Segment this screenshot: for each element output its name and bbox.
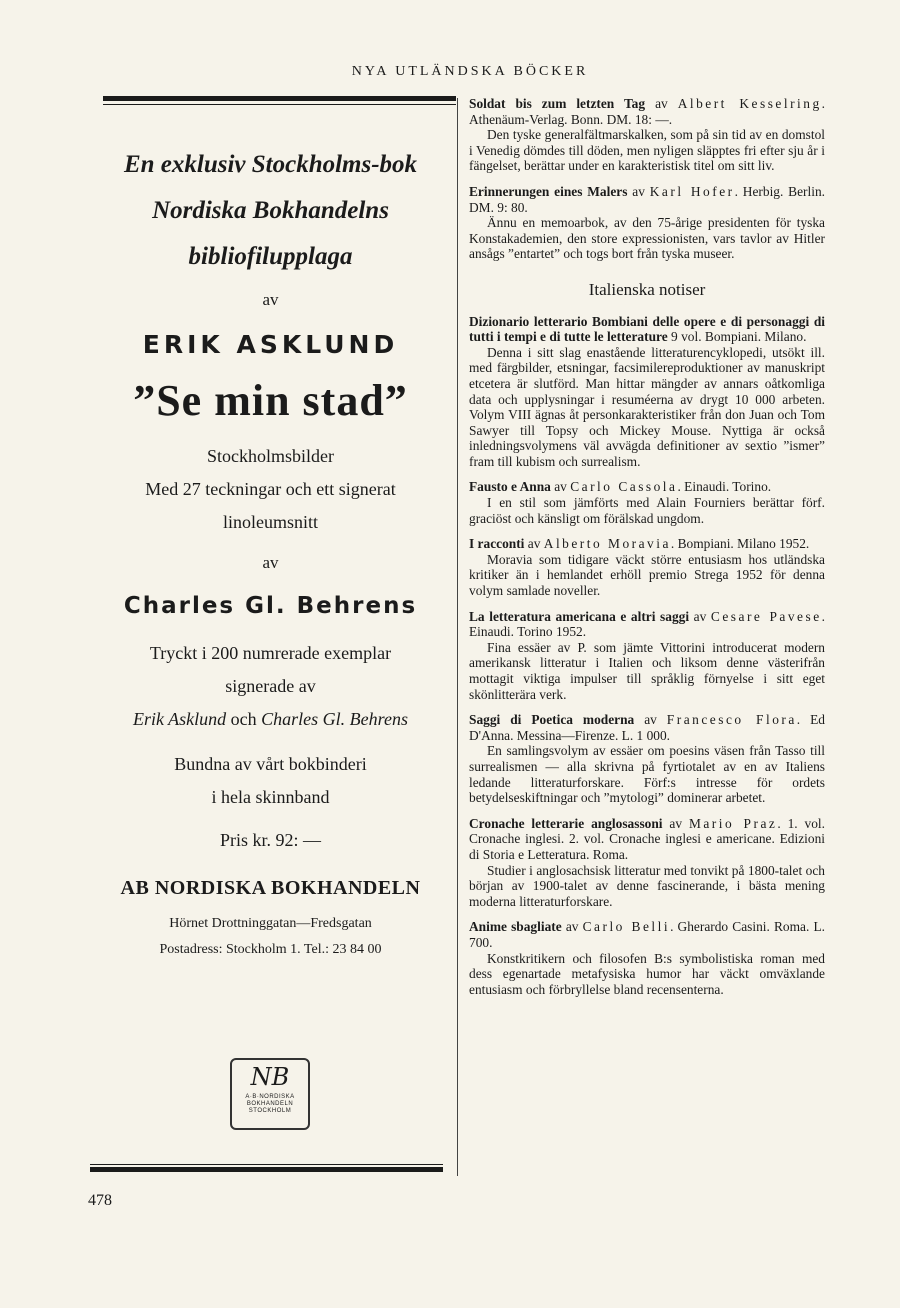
ad-address-2: Postadress: Stockholm 1. Tel.: 23 84 00 bbox=[159, 942, 382, 957]
ad-subtitle: Stockholmsbilder bbox=[207, 446, 334, 466]
entry-description: Ännu en memoarbok, av den 75-årige presidenten för tyska Konstakademien, den store expressionisten, vars tavlor av Hitler ansågs ”entartet” och togs bort från tyska museer. bbox=[469, 215, 825, 262]
entry-title: Soldat bis zum letzten Tag bbox=[469, 96, 646, 111]
entry-author: Albert Kesselring bbox=[677, 96, 822, 111]
bottom-rule-thin bbox=[90, 1164, 443, 1165]
publisher-logo bbox=[230, 1058, 310, 1130]
entry-publication: . Ed D'Anna. Messina—Firenze. L. 1 000. bbox=[469, 712, 825, 743]
book-entry bbox=[469, 712, 825, 806]
book-entry bbox=[469, 479, 825, 526]
entry-publication: . Athenäum-Verlag. Bonn. DM. 18: —. bbox=[469, 96, 826, 127]
entry-av: av bbox=[655, 96, 668, 111]
entry-author: Mario Praz bbox=[688, 815, 778, 831]
entry-heading bbox=[469, 479, 825, 495]
entry-description: En samlingsvolym av essäer om poesins väsen från Tasso till surrealismen — alla skrivna på fyrtiotalet av en av Italiens ledande litteraturforskare. Förf:s intresse för ordets betydelseskiftningar och ”mytologi” dominerar arbetet. bbox=[469, 743, 825, 806]
entry-author: Karl Hofer bbox=[649, 183, 735, 199]
entry-publication: . Einaudi. Torino 1952. bbox=[469, 608, 825, 640]
entry-heading bbox=[469, 919, 825, 950]
entry-title: Dizionario letterario Bombiani delle opere e di personaggi di tutti i tempi e di tutte le letterature bbox=[469, 313, 825, 345]
entry-title: Fausto e Anna bbox=[469, 479, 551, 495]
ad-publisher-line: Nordiska Bokhandelns bbox=[152, 197, 389, 224]
entry-title: I racconti bbox=[469, 536, 525, 552]
entry-publication: . 1. vol. Cronache inglesi. 2. vol. Cronache inglesi e americane. Edizioni di Storia e Letteratura. Roma. bbox=[469, 815, 825, 862]
ad-illustrator: Charles Gl. Behrens bbox=[123, 593, 418, 619]
ad-edition-line: bibliofilupplaga bbox=[188, 243, 353, 270]
entry-av: av bbox=[693, 608, 707, 624]
entry-publication: . Herbig. Berlin. DM. 9: 80. bbox=[469, 183, 825, 215]
entry-title: Cronache letterarie anglosassoni bbox=[469, 815, 663, 831]
ad-firm-name: AB NORDISKA BOKHANDELN bbox=[120, 877, 421, 899]
top-rule-thin bbox=[103, 104, 456, 105]
entry-title: Erinnerungen eines Malers bbox=[469, 183, 628, 199]
book-entry bbox=[469, 96, 825, 174]
entry-title: La letteratura americana e altri saggi bbox=[469, 608, 690, 624]
entry-av: av bbox=[669, 815, 683, 831]
book-entry bbox=[469, 919, 825, 997]
entry-publication: . Einaudi. Torino. bbox=[677, 479, 772, 495]
entry-description: I en stil som jämförts med Alain Fourniers berättar förf. graciöst och känsligt om förälskad ungdom. bbox=[469, 495, 825, 526]
running-head: NYA UTLÄNDSKA BÖCKER bbox=[351, 64, 589, 79]
ad-signatory-2: Charles Gl. Behrens bbox=[261, 709, 408, 729]
ad-headline: En exklusiv Stockholms-bok bbox=[123, 151, 418, 178]
entry-av: av bbox=[632, 183, 645, 199]
logo-text-2: BOKHANDELN bbox=[246, 1101, 294, 1107]
ad-binding-2: i hela skinnband bbox=[211, 787, 330, 807]
ad-description-2: linoleumsnitt bbox=[222, 512, 318, 532]
ad-price: Pris kr. 92: — bbox=[219, 830, 321, 850]
entry-author: Alberto Moravia bbox=[543, 536, 671, 552]
book-advertisement bbox=[88, 108, 453, 958]
ad-signatories bbox=[88, 709, 453, 730]
book-entry bbox=[469, 184, 825, 262]
entry-title: Saggi di Poetica moderna bbox=[469, 712, 635, 728]
column-divider bbox=[457, 98, 458, 1176]
ad-signed-by: signerade av bbox=[225, 676, 316, 696]
entry-description: Moravia som tidigare väckt större entusiasm hos utländska kritiker än i hemlandet erhöll premio Strega 1952 för denna volym samlade noveller. bbox=[469, 551, 825, 599]
ad-signatory-1: Erik Asklund bbox=[133, 709, 227, 729]
entry-description: Den tyske generalfältmarskalken, som på sin tid av en domstol i Venedig dömdes till döden, men nyligen släpptes fri efter sju år i fängelset, berättar under en karakteristisk titel om sitt liv. bbox=[469, 127, 825, 174]
entry-heading bbox=[469, 184, 825, 215]
bottom-rule-thick bbox=[90, 1167, 443, 1172]
book-notices-column bbox=[469, 96, 825, 1007]
entry-description: Studier i anglosachsisk litteratur med tonvikt på 1800-talet och början av 1900-talet av denne fascinerande, i bästa mening moderna litteraturforskare. bbox=[469, 862, 825, 909]
logo-monogram: NB bbox=[250, 1063, 290, 1091]
ad-description-1: Med 27 teckningar och ett signerat bbox=[145, 479, 396, 499]
entry-heading bbox=[469, 609, 825, 640]
entry-publication: . Gherardo Casini. Roma. L. 700. bbox=[469, 919, 825, 950]
entry-av: av bbox=[527, 536, 541, 552]
entry-description: Konstkritikern och filosofen B:s symbolistiska roman med dess egenartade metafysiska humor har väckt omväxlande entusiasm och förbryllelse bland recensenterna. bbox=[469, 950, 825, 997]
entry-author: Cesare Pavese bbox=[710, 608, 822, 624]
entry-publication: . Bompiani. Milano 1952. bbox=[670, 536, 810, 552]
page-number: 478 bbox=[88, 1192, 112, 1209]
ad-signatory-and: och bbox=[230, 709, 257, 729]
ad-by-2: av bbox=[262, 553, 279, 572]
book-entry bbox=[469, 816, 825, 910]
book-entry bbox=[469, 609, 825, 703]
ad-print-run: Tryckt i 200 numrerade exemplar bbox=[149, 643, 392, 663]
top-rule-thick bbox=[103, 96, 456, 101]
german-notices bbox=[469, 96, 825, 262]
section-heading: Italienska notiser bbox=[588, 279, 706, 299]
ad-address-1: Hörnet Drottninggatan—Fredsgatan bbox=[169, 916, 372, 931]
entry-heading bbox=[469, 314, 825, 345]
entry-heading bbox=[469, 712, 825, 743]
entry-title: Anime sbagliate bbox=[469, 919, 562, 935]
entry-author: Carlo Cassola bbox=[570, 479, 678, 495]
book-entry bbox=[469, 536, 825, 598]
entry-description: Denna i sitt slag enastående litteraturencyklopedi, utsökt ill. med färgbilder, etsningar, facsimilereproduktioner av manuskript etcetera är slutförd. Man hittar mängder av annars oåtkomliga data och upplysningar i resuméerna av drygt 10 000 arbeten. Volym VIII ägnas åt personkarakteristiker från don Juan och Tom Sawyer till Topsy och Mickey Mouse. Nyttiga är också inledningsvolymens väl avvägda definitioner av sextio ”ismer” fram till kubism och surrealism. bbox=[469, 344, 825, 469]
entry-author: Francesco Flora bbox=[666, 712, 797, 728]
entry-author: Carlo Belli bbox=[582, 919, 671, 935]
entry-heading bbox=[469, 536, 825, 552]
logo-text-1: A·B·NORDISKA bbox=[245, 1094, 295, 1100]
ad-binding-1: Bundna av vårt bokbinderi bbox=[174, 754, 367, 774]
logo-text-3: STOCKHOLM bbox=[248, 1108, 292, 1114]
book-entry bbox=[469, 314, 825, 470]
ad-author: ERIK ASKLUND bbox=[142, 330, 399, 359]
entry-av: av bbox=[554, 479, 567, 495]
ad-book-title: ”Se min stad” bbox=[133, 376, 408, 425]
ad-by-1: av bbox=[262, 290, 279, 309]
entry-heading bbox=[469, 96, 825, 127]
entry-publication: 9 vol. Bompiani. Milano. bbox=[671, 329, 807, 345]
italian-notices bbox=[469, 314, 825, 998]
entry-av: av bbox=[644, 712, 657, 728]
entry-description: Fina essäer av P. som jämte Vittorini introducerat modern amerikansk litteratur i Italien och liksom denne västerifrån mottagit viktiga impulser till språklig förnyelse i sitt eget skönlitterära verk. bbox=[469, 639, 825, 702]
entry-heading bbox=[469, 816, 825, 863]
entry-av: av bbox=[565, 919, 579, 935]
